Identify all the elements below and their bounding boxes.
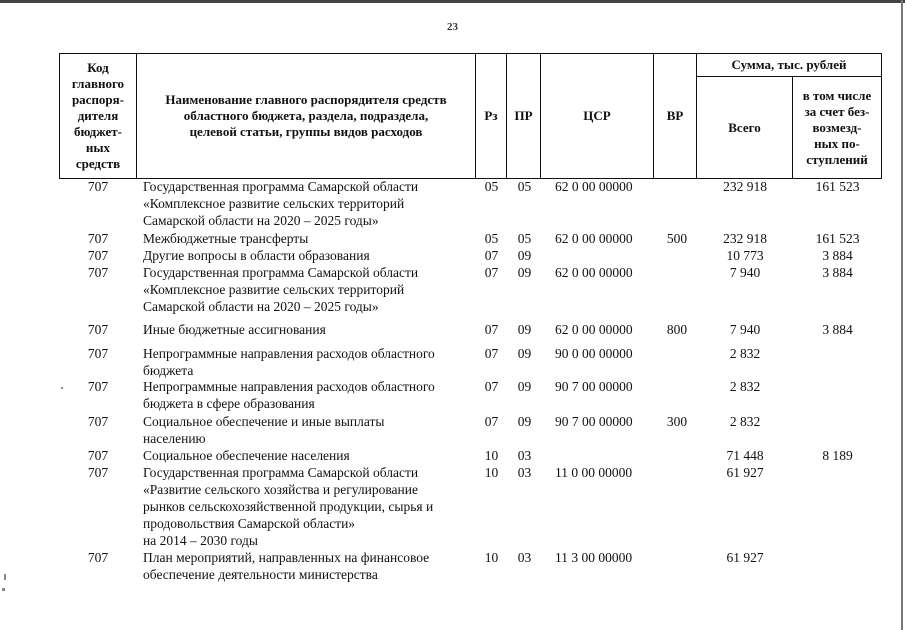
cell-code: 707 [87, 179, 109, 194]
cell-csr: 11 3 00 00000 [555, 550, 633, 565]
cell-rz: 10 [484, 465, 499, 480]
header-name: Наименование главного распорядителя средств областного бюджета, раздела, подраздела, целевой статьи, группы видов расходов [165, 92, 447, 139]
cell-free-receipts: 161 523 [815, 179, 860, 194]
cell-total: 2 832 [729, 414, 761, 429]
cell-pr: 03 [517, 550, 532, 565]
cell-total: 232 918 [723, 179, 767, 194]
cell-free-receipts: 161 523 [815, 231, 860, 246]
cell-rz: 07 [484, 265, 499, 280]
cell-pr: 09 [517, 379, 532, 394]
cell-pr: 09 [517, 248, 532, 263]
cell-name: Социальное обеспечение и иные выплаты населению [143, 414, 385, 446]
cell-total: 2 832 [729, 346, 761, 361]
cell-total: 61 927 [726, 550, 764, 565]
cell-code: 707 [87, 346, 109, 361]
cell-csr: 62 0 00 00000 [555, 231, 633, 246]
cell-code: 707 [87, 231, 109, 246]
cell-csr: 90 7 00 00000 [555, 414, 633, 429]
cell-free-receipts: 3 884 [822, 265, 853, 280]
cell-name: Другие вопросы в области образования [143, 248, 370, 263]
cell-pr: 09 [517, 414, 532, 429]
cell-pr: 09 [517, 322, 532, 337]
cell-total: 7 940 [729, 265, 761, 280]
cell-rz: 10 [484, 550, 499, 565]
cell-vr: 800 [666, 322, 688, 337]
page-top-edge [0, 0, 905, 3]
cell-code: 707 [87, 265, 109, 280]
header-rz: Рз [484, 108, 498, 123]
cell-vr: 500 [666, 231, 688, 246]
cell-csr: 90 0 00 00000 [555, 346, 633, 361]
cell-vr: 300 [666, 414, 688, 429]
cell-name: Государственная программа Самарской области «Комплексное развитие сельских территорий Самарской области на 2020 – 2025 годы» [143, 179, 419, 228]
cell-rz: 10 [484, 448, 499, 463]
cell-csr: 62 0 00 00000 [555, 265, 633, 280]
cell-rz: 05 [484, 179, 499, 194]
header-total: Всего [728, 119, 761, 135]
header-csr: ЦСР [583, 108, 611, 123]
cell-total: 232 918 [723, 231, 767, 246]
cell-total: 71 448 [726, 448, 764, 463]
cell-csr: 11 0 00 00000 [555, 465, 633, 480]
cell-name: Государственная программа Самарской области «Комплексное развитие сельских территорий Самарской области на 2020 – 2025 годы» [143, 265, 419, 314]
cell-free-receipts: 3 884 [822, 322, 853, 337]
cell-rz: 07 [484, 346, 499, 361]
cell-code: 707 [87, 550, 109, 565]
cell-pr: 05 [517, 179, 532, 194]
scan-speck [4, 574, 6, 580]
cell-name: Непрограммные направления расходов областного бюджета в сфере образования [143, 379, 435, 411]
cell-pr: 03 [517, 465, 532, 480]
cell-rz: 07 [484, 414, 499, 429]
cell-csr: 62 0 00 00000 [555, 179, 633, 194]
cell-pr: 09 [517, 346, 532, 361]
table-header [59, 53, 882, 179]
cell-free-receipts: 8 189 [822, 448, 853, 463]
cell-total: 10 773 [726, 248, 764, 263]
cell-rz: 07 [484, 379, 499, 394]
cell-csr: 62 0 00 00000 [555, 322, 633, 337]
cell-name: Межбюджетные трансферты [143, 231, 309, 246]
cell-code: 707 [87, 248, 109, 263]
cell-code: 707 [87, 465, 109, 480]
page-right-edge [901, 0, 903, 630]
cell-rz: 05 [484, 231, 499, 246]
cell-rz: 07 [484, 248, 499, 263]
cell-name: Государственная программа Самарской области «Развитие сельского хозяйства и регулирование рынков сельскохозяйственной продукции, сырья и продовольствия Самарской области» на 2014 – 2030 годы [143, 465, 434, 548]
cell-name: Иные бюджетные ассигнования [143, 322, 326, 337]
header-code: Код главного распоря- дителя бюджет- ных средств [71, 60, 125, 171]
cell-pr: 09 [517, 265, 532, 280]
header-pr: ПР [514, 108, 533, 123]
cell-csr: 90 7 00 00000 [555, 379, 633, 394]
cell-free-receipts: 3 884 [822, 248, 853, 263]
cell-pr: 05 [517, 231, 532, 246]
header-vr: ВР [666, 108, 684, 123]
cell-pr: 03 [517, 448, 532, 463]
header-free-receipts: в том числе за счет без- возмезд- ных по- ступлений [802, 87, 872, 167]
cell-rz: 07 [484, 322, 499, 337]
scan-speck [2, 588, 5, 591]
cell-code: 707 [87, 414, 109, 429]
cell-code: 707 [87, 379, 109, 394]
page-number: 23 [447, 21, 458, 33]
cell-name: План мероприятий, направленных на финансовое обеспечение деятельности министерства [143, 550, 430, 582]
cell-total: 7 940 [729, 322, 761, 337]
cell-name: Социальное обеспечение населения [143, 448, 350, 463]
cell-code: 707 [87, 322, 109, 337]
header-amount: Сумма, тыс. рублей [731, 57, 847, 72]
cell-code: 707 [87, 448, 109, 463]
cell-total: 61 927 [726, 465, 764, 480]
cell-total: 2 832 [729, 379, 761, 394]
cell-name: Непрограммные направления расходов областного бюджета [143, 346, 435, 378]
